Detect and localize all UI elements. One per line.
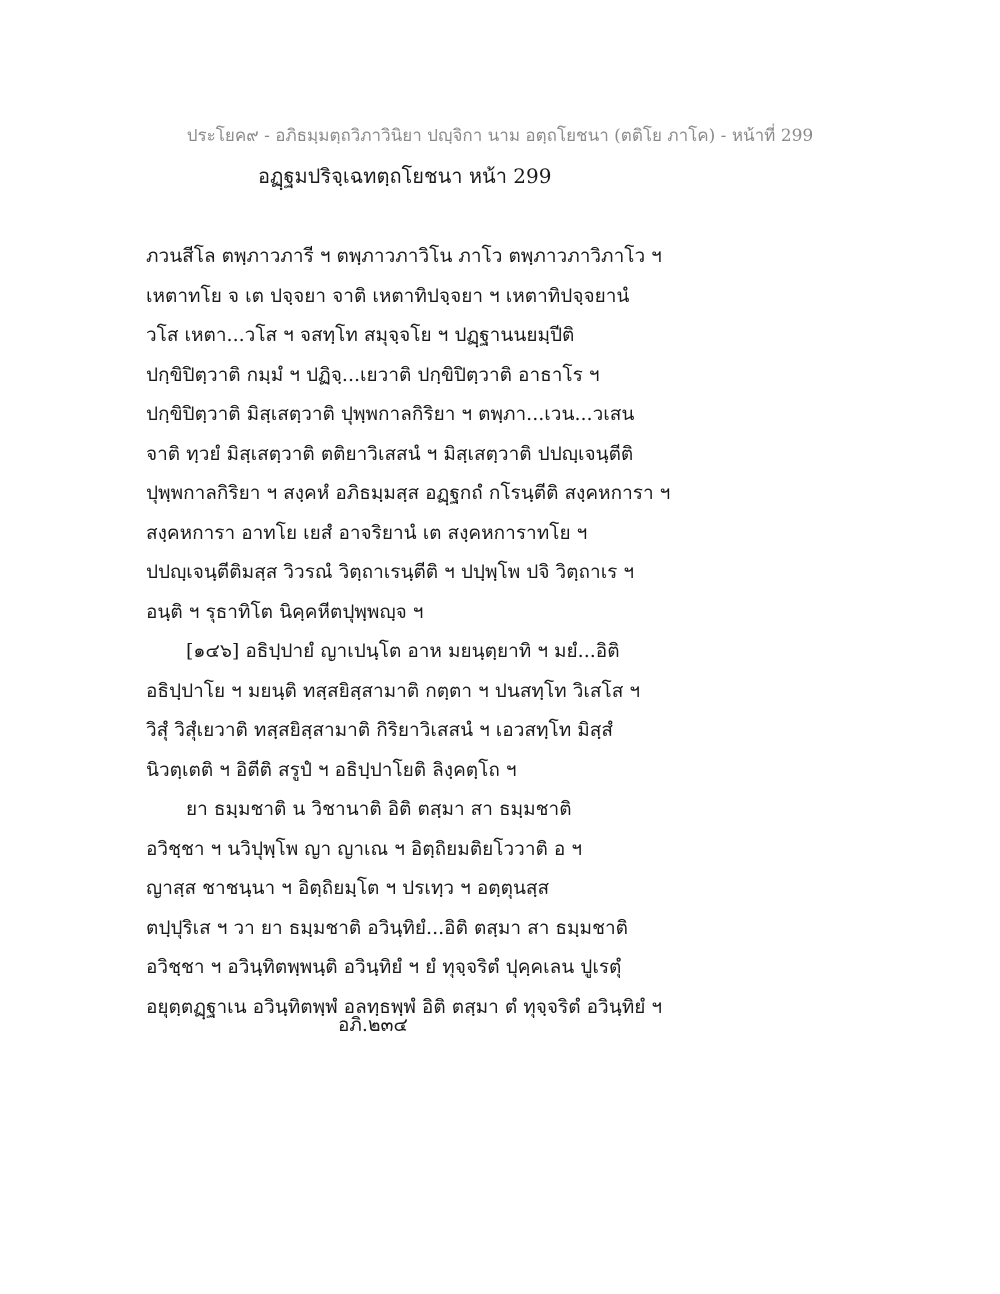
paragraph-start-line: ยา ธมฺมชาติ น วิชานาติ อิติ ตสฺมา สา ธมฺมชาติ [186,798,572,820]
text-line: ปุพฺพกาลกิริยา ฯ สงฺคหํ อภิธมฺมสฺส อฏฺฐกถํ กโรนฺตีติ สงฺคหการา ฯ [146,482,671,504]
body-text [146,237,866,1027]
text-line: อยุตฺตฏฺฐาเน อวินฺทิตพฺพํ อลทฺธพฺพํ อิติ ตสฺมา ตํ ทุจฺจริตํ อวินฺทิยํ ฯ [146,995,663,1018]
text-line: นิวตฺเตติ ฯ อิตีติ สรูปํ ฯ อธิปฺปาโยติ ลิงฺคตฺโถ ฯ [146,758,517,781]
text-line: ปกฺขิปิตฺวาติ มิสฺเสตฺวาติ ปุพฺพกาลกิริยา ฯ ตพฺภา...เวน...วเสน [146,403,635,425]
page-title: อฏฺฐมปริจฺเฉทตฺถโยชนา หน้า 299 [258,164,552,188]
text-line: จาติ ทฺวยํ มิสฺเสตฺวาติ ตติยาวิเสสนํ ฯ มิสฺเสตฺวาติ ปปญฺเจนฺตีติ [146,442,634,465]
text-line: ภวนสีโล ตพฺภาวภารี ฯ ตพฺภาวภาวิโน ภาโว ตพฺภาวภาวิภาโว ฯ [146,245,662,267]
text-line: ญาสฺส ชาชนฺนา ฯ อิตฺถิยมฺโต ฯ ปรเทฺว ฯ อตฺตุนสฺส [146,877,550,899]
paragraph-start-line: [๑๔๖] อธิปฺปายํ ญาเปนฺโต อาห มยนฺตฺยาทิ ฯ มยํ...อิติ [186,640,620,662]
text-line: ปปญฺเจนฺตีติมสฺส วิวรณํ วิตฺถาเรนฺตีติ ฯ ปปฺพฺโพ ปจิ วิตฺถาเร ฯ [146,561,635,583]
text-line: เหตาทโย จ เต ปจฺจยา จาติ เหตาทิปจฺจยา ฯ เหตาทิปจฺจยานํ [146,284,630,307]
text-line: ตปฺปุริเส ฯ วา ยา ธมฺมชาติ อวินฺทิยํ...อิติ ตสฺมา สา ธมฺมชาติ [146,916,628,939]
text-line: ปกฺขิปิตฺวาติ กมฺมํ ฯ ปฏิจฺ...เยวาติ ปกฺขิปิตฺวาติ อาธาโร ฯ [146,363,600,386]
running-header: ประโยค๙ - อภิธมฺมตฺถวิภาวินิยา ปญฺจิกา นาม อตฺถโยชนา (ตติโย ภาโค) - หน้าที่ 299 [186,126,814,146]
text-line: อนฺติ ฯ รุธาทิโต นิคฺคหีตปุพฺพญฺจ ฯ [146,600,424,623]
text-line: อวิชฺชา ฯ อวินฺทิตพฺพนฺติ อวินฺทิยํ ฯ ยํ ทุจฺจริตํ ปุคฺคเลน ปูเรตุํ [146,956,622,978]
text-line: สงฺคหการา อาทโย เยสํ อาจริยานํ เต สงฺคหการาทโย ฯ [146,521,588,544]
text-line: อธิปฺปาโย ฯ มยนฺติ ทสฺสยิสฺสามาติ กตฺตา ฯ ปนสทฺโท วิเสโส ฯ [146,679,640,702]
text-line: วิสุํ วิสุํเยวาติ ทสฺสยิสฺสามาติ กิริยาวิเสสนํ ฯ เอวสทฺโท มิสฺสํ [146,719,613,741]
text-line: วโส เหตา...วโส ฯ จสทฺโท สมุจฺจโย ฯ ปฏฺฐานนยมฺปีติ [146,324,575,346]
text-line: อวิชฺชา ฯ นวิปุพฺโพ ญา ญาเณ ฯ อิตฺถิยมติยโววาติ อ ฯ [146,837,583,860]
folio-reference: อภิ.๒๓๔ [338,1014,408,1036]
